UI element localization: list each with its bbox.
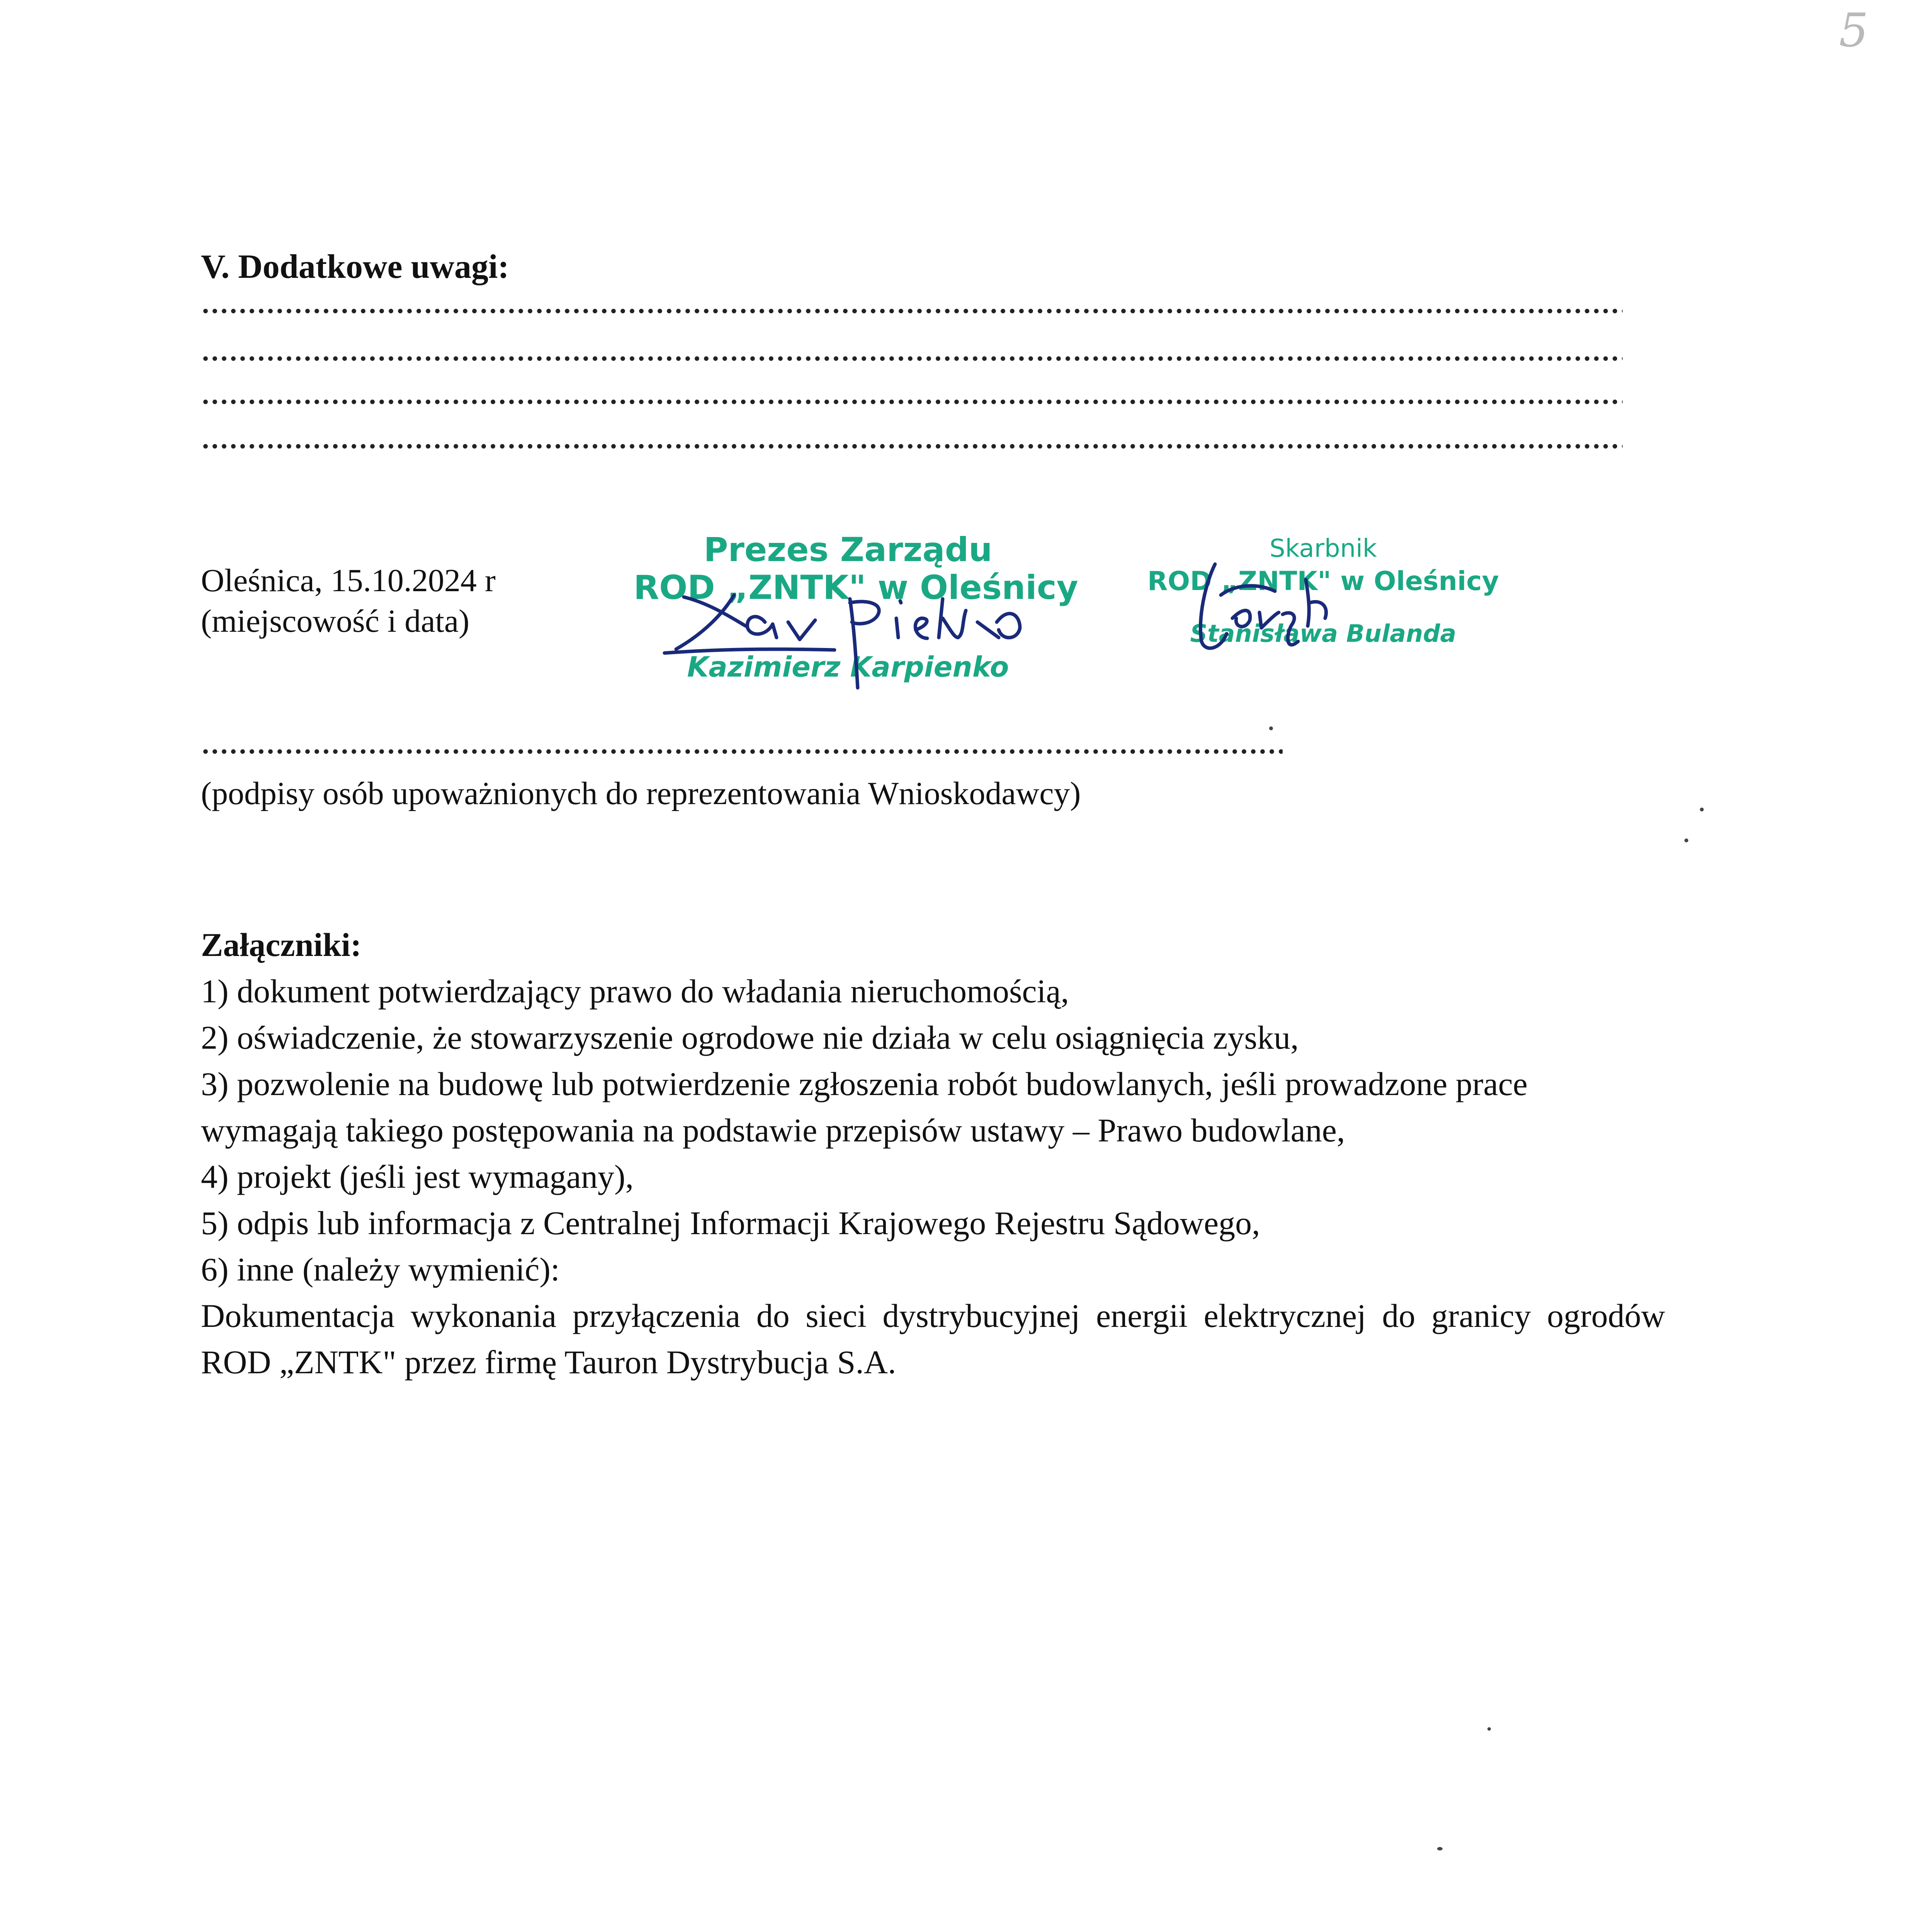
attachment-item: 2) oświadczenie, że stowarzyszenie ogrodowe nie działa w celu osiągnięcia zysku,: [201, 1019, 1299, 1056]
signatures-caption: (podpisy osób upoważnionych do reprezentowania Wnioskodawcy): [201, 776, 1081, 811]
stamp-president-title: Prezes Zarządu: [704, 531, 992, 569]
attachment-item: 5) odpis lub informacja z Centralnej Informacji Krajowego Rejestru Sądowego,: [201, 1204, 1260, 1242]
signature-dotted-line: [201, 748, 1283, 755]
scan-speck: [1700, 808, 1704, 811]
attachment-item: 6) inne (należy wymienić):: [201, 1251, 560, 1288]
signature-treasurer: [1200, 564, 1326, 648]
dotted-line: [201, 442, 1623, 450]
dotted-line: [201, 398, 1623, 406]
scan-speck: [1269, 726, 1273, 730]
attachments-section: [201, 922, 1669, 1385]
handwritten-signatures: [618, 526, 1545, 703]
attachment-item: 4) projekt (jeśli jest wymagany),: [201, 1158, 634, 1195]
attachment-item: 3) pozwolenie na budowę lub potwierdzenie zgłoszenia robót budowlanych, jeśli prowadzone prace wymagają takiego postępowania na podstawie przepisów ustawy – Prawo budowlane,: [201, 1065, 1528, 1149]
dotted-line: [201, 307, 1623, 315]
dotted-line: [201, 355, 1623, 362]
scan-speck: [1437, 1847, 1443, 1850]
scan-speck: [1487, 1727, 1491, 1731]
attachment-item-description: Dokumentacja wykonania przyłączenia do sieci dystrybucyjnej energii elektrycznej do granicy ogrodów ROD „ZNTK" przez firmę Tauron Dystrybucja S.A.: [201, 1297, 1665, 1381]
scan-speck: [1684, 838, 1688, 842]
place-date-value: Oleśnica, 15.10.2024 r: [201, 563, 496, 599]
page-number: 5: [1839, 4, 1869, 58]
attachments-title: Załączniki:: [201, 926, 362, 963]
stamp-treasurer-title: Skarbnik: [1269, 534, 1377, 563]
attachment-item: 1) dokument potwierdzający prawo do władania nieruchomością,: [201, 973, 1069, 1010]
signature-president: [664, 595, 1020, 688]
stamp-president-organization: ROD „ZNTK" w Oleśnicy: [634, 568, 1078, 607]
stamp-president-name: Kazimierz Karpienko: [687, 651, 1009, 683]
stamp-treasurer-name: Stanisława Bulanda: [1190, 619, 1456, 648]
section-heading: V. Dodatkowe uwagi:: [201, 248, 509, 286]
place-date-block: [201, 560, 496, 641]
stamp-treasurer-organization: ROD „ZNTK" w Oleśnicy: [1147, 566, 1499, 597]
place-date-label: (miejscowość i data): [201, 603, 470, 639]
